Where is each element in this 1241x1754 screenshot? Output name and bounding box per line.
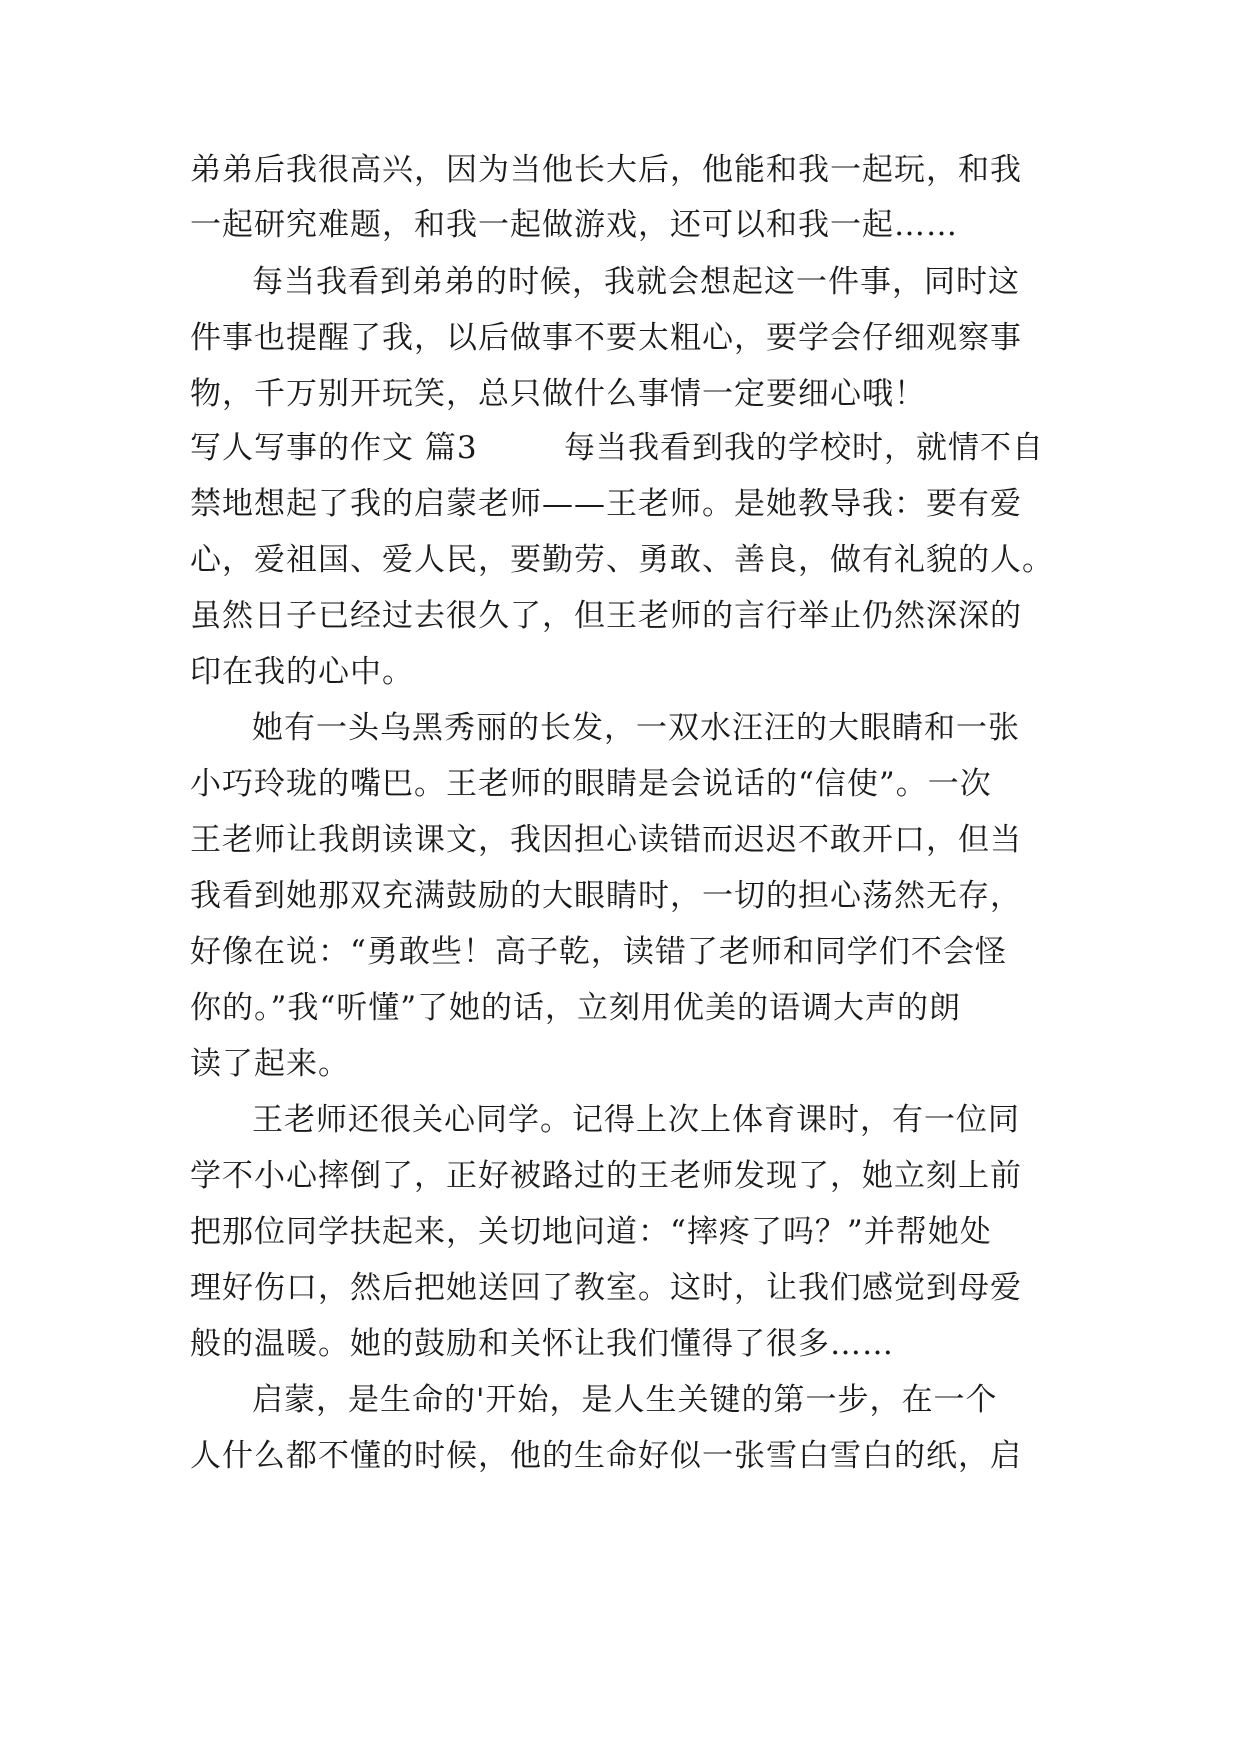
text-line: 读了起来。 [190,1046,350,1082]
section-heading: 写人写事的作文 篇3 [190,430,478,466]
text-line: 一起研究难题，和我一起做游戏，还可以和我一起…… [190,207,958,243]
text-line: 件事也提醒了我，以后做事不要太粗心，要学会仔细观察事 [190,320,1022,356]
paragraph-start-line: 王老师还很关心同学。记得上次上体育课时，有一位同 [252,1102,1020,1138]
text-line: 禁地想起了我的启蒙老师——王老师。是她教导我：要有爱 [190,486,1022,522]
text-line: 虽然日子已经过去很久了，但王老师的言行举止仍然深深的 [190,598,1022,634]
paragraph-start-line: 启蒙，是生命的'开始，是人生关键的第一步，在一个 [252,1382,998,1418]
text-line: 人什么都不懂的时候，他的生命好似一张雪白雪白的纸，启 [190,1438,1022,1474]
text-line: 理好伤口，然后把她送回了教室。这时，让我们感觉到母爱 [190,1270,1022,1306]
text-line: 我看到她那双充满鼓励的大眼睛时，一切的担心荡然无存， [190,878,1022,914]
text-line: 弟弟后我很高兴，因为当他长大后，他能和我一起玩，和我 [190,152,1022,188]
paragraph-start-text: 每当我看到我的学校时，就情不自 [564,430,1044,466]
text-line: 你的。”我“听懂”了她的话，立刻用优美的语调大声的朗 [190,990,962,1026]
text-line: 般的温暖。她的鼓励和关怀让我们懂得了很多…… [190,1326,894,1362]
text-line: 王老师让我朗读课文，我因担心读错而迟迟不敢开口，但当 [190,822,1022,858]
text-line: 物，千万别开玩笑，总只做什么事情一定要细心哦！ [190,376,926,412]
section-heading-line [190,428,1070,468]
text-line: 学不小心摔倒了，正好被路过的王老师发现了，她立刻上前 [190,1158,1022,1194]
text-line: 印在我的心中。 [190,654,414,690]
text-line: 好像在说：“勇敢些！高子乾，读错了老师和同学们不会怪 [190,934,1007,970]
text-line: 小巧玲珑的嘴巴。王老师的眼睛是会说话的“信使”。一次 [190,766,992,802]
text-line: 把那位同学扶起来，关切地问道：“摔疼了吗？”并帮她处 [190,1214,992,1250]
paragraph-start-line: 每当我看到弟弟的时候，我就会想起这一件事，同时这 [252,264,1020,300]
text-line: 心，爱祖国、爱人民，要勤劳、勇敢、善良，做有礼貌的人。 [190,542,1054,578]
paragraph-start-line: 她有一头乌黑秀丽的长发，一双水汪汪的大眼睛和一张 [252,710,1020,746]
